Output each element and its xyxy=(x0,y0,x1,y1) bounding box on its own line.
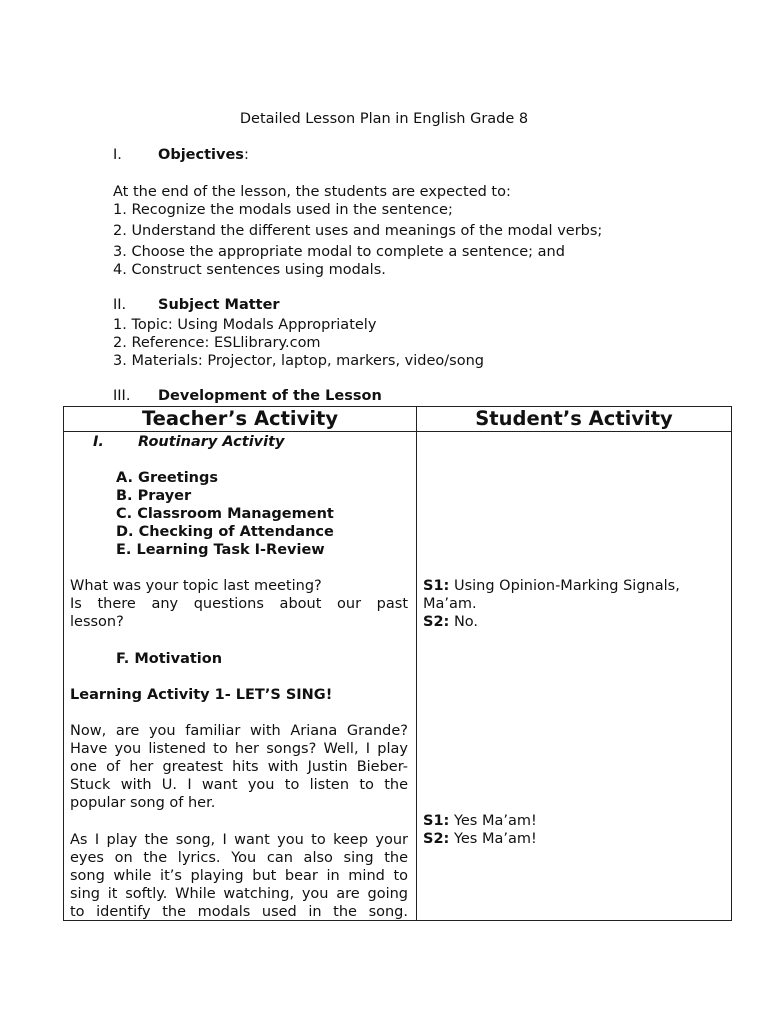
response-text: No. xyxy=(449,614,479,630)
document-title: Detailed Lesson Plan in English Grade 8 xyxy=(239,111,529,127)
objectives-label: Objectives xyxy=(158,147,244,163)
response-text: Ma’am. xyxy=(423,596,477,612)
objective-item: 1. Recognize the modals used in the sentence; xyxy=(113,202,453,218)
routine-item: D. Checking of Attendance xyxy=(116,524,334,540)
paragraph-line: sing it softly. While watching, you are going xyxy=(70,886,408,902)
paragraph-line: eyes on the lyrics. You can also sing the xyxy=(70,850,408,866)
student-response xyxy=(423,595,477,613)
speaker-label: S1: xyxy=(423,578,450,594)
motivation-paragraph-1 xyxy=(70,722,408,812)
student-response xyxy=(423,830,537,848)
student-response xyxy=(423,812,537,830)
response-text: Yes Ma’am! xyxy=(449,813,537,829)
student-response xyxy=(423,577,680,595)
paragraph-line: Is there any questions about our past xyxy=(70,596,408,612)
learning-activity-heading: Learning Activity 1- LET’S SING! xyxy=(70,687,333,703)
objective-item: 2. Understand the different uses and meanings of the modal verbs; xyxy=(113,223,603,239)
speaker-label: S2: xyxy=(423,831,450,847)
section-number: II. xyxy=(113,297,127,313)
subject-matter-label: Subject Matter xyxy=(158,297,280,313)
objectives-list xyxy=(113,183,602,279)
routine-item: C. Classroom Management xyxy=(116,506,334,522)
section-number: III. xyxy=(113,388,131,404)
review-paragraph xyxy=(70,577,408,631)
paragraph-line: Now, are you familiar with Ariana Grande? xyxy=(70,723,408,739)
paragraph-line: Stuck with U. I want you to listen to the xyxy=(70,777,408,793)
student-response xyxy=(423,613,478,631)
paragraph-line: lesson? xyxy=(70,614,124,630)
student-activity-cell xyxy=(417,432,732,921)
paragraph-line: Have you listened to her songs? Well, I play xyxy=(70,741,408,757)
paragraph-line: What was your topic last meeting? xyxy=(70,578,322,594)
objectives-intro: At the end of the lesson, the students are expected to: xyxy=(113,184,511,200)
student-activity-header: Student’s Activity xyxy=(417,407,732,432)
paragraph-line: song while it’s playing but bear in mind to xyxy=(70,868,408,884)
motivation-heading: F. Motivation xyxy=(116,651,223,667)
objectives-colon: : xyxy=(243,147,249,163)
routine-item: B. Prayer xyxy=(116,488,192,504)
objective-item: 3. Choose the appropriate modal to complete a sentence; and xyxy=(113,244,565,260)
paragraph-line: popular song of her. xyxy=(70,795,216,811)
routine-item: E. Learning Task I-Review xyxy=(116,542,325,558)
objectives-heading xyxy=(113,147,249,163)
teacher-activity-header: Teacher’s Activity xyxy=(64,407,417,432)
routine-item: A. Greetings xyxy=(116,470,219,486)
speaker-label: S1: xyxy=(423,813,450,829)
response-text: Using Opinion-Marking Signals, xyxy=(449,578,680,594)
lesson-table xyxy=(63,406,732,921)
response-text: Yes Ma’am! xyxy=(449,831,537,847)
subject-item: 1. Topic: Using Modals Appropriately xyxy=(113,317,377,333)
development-heading xyxy=(113,388,382,404)
objective-item: 4. Construct sentences using modals. xyxy=(113,262,386,278)
subject-item: 2. Reference: ESLlibrary.com xyxy=(113,335,321,351)
section-number: I. xyxy=(113,147,122,163)
routinary-number: I. xyxy=(93,434,104,450)
speaker-label: S2: xyxy=(423,614,450,630)
routinary-title: Routinary Activity xyxy=(138,434,285,450)
subject-matter-list xyxy=(113,316,484,370)
motivation-paragraph-2 xyxy=(70,831,408,920)
subject-matter-heading xyxy=(113,297,280,313)
development-label: Development of the Lesson xyxy=(158,388,382,404)
paragraph-line: to identify the modals used in the song. xyxy=(70,904,408,920)
teacher-activity-cell xyxy=(64,432,417,921)
subject-item: 3. Materials: Projector, laptop, markers, video/song xyxy=(113,353,484,369)
paragraph-line: one of her greatest hits with Justin Bieber- xyxy=(70,759,408,775)
paragraph-line: As I play the song, I want you to keep your xyxy=(70,832,408,848)
